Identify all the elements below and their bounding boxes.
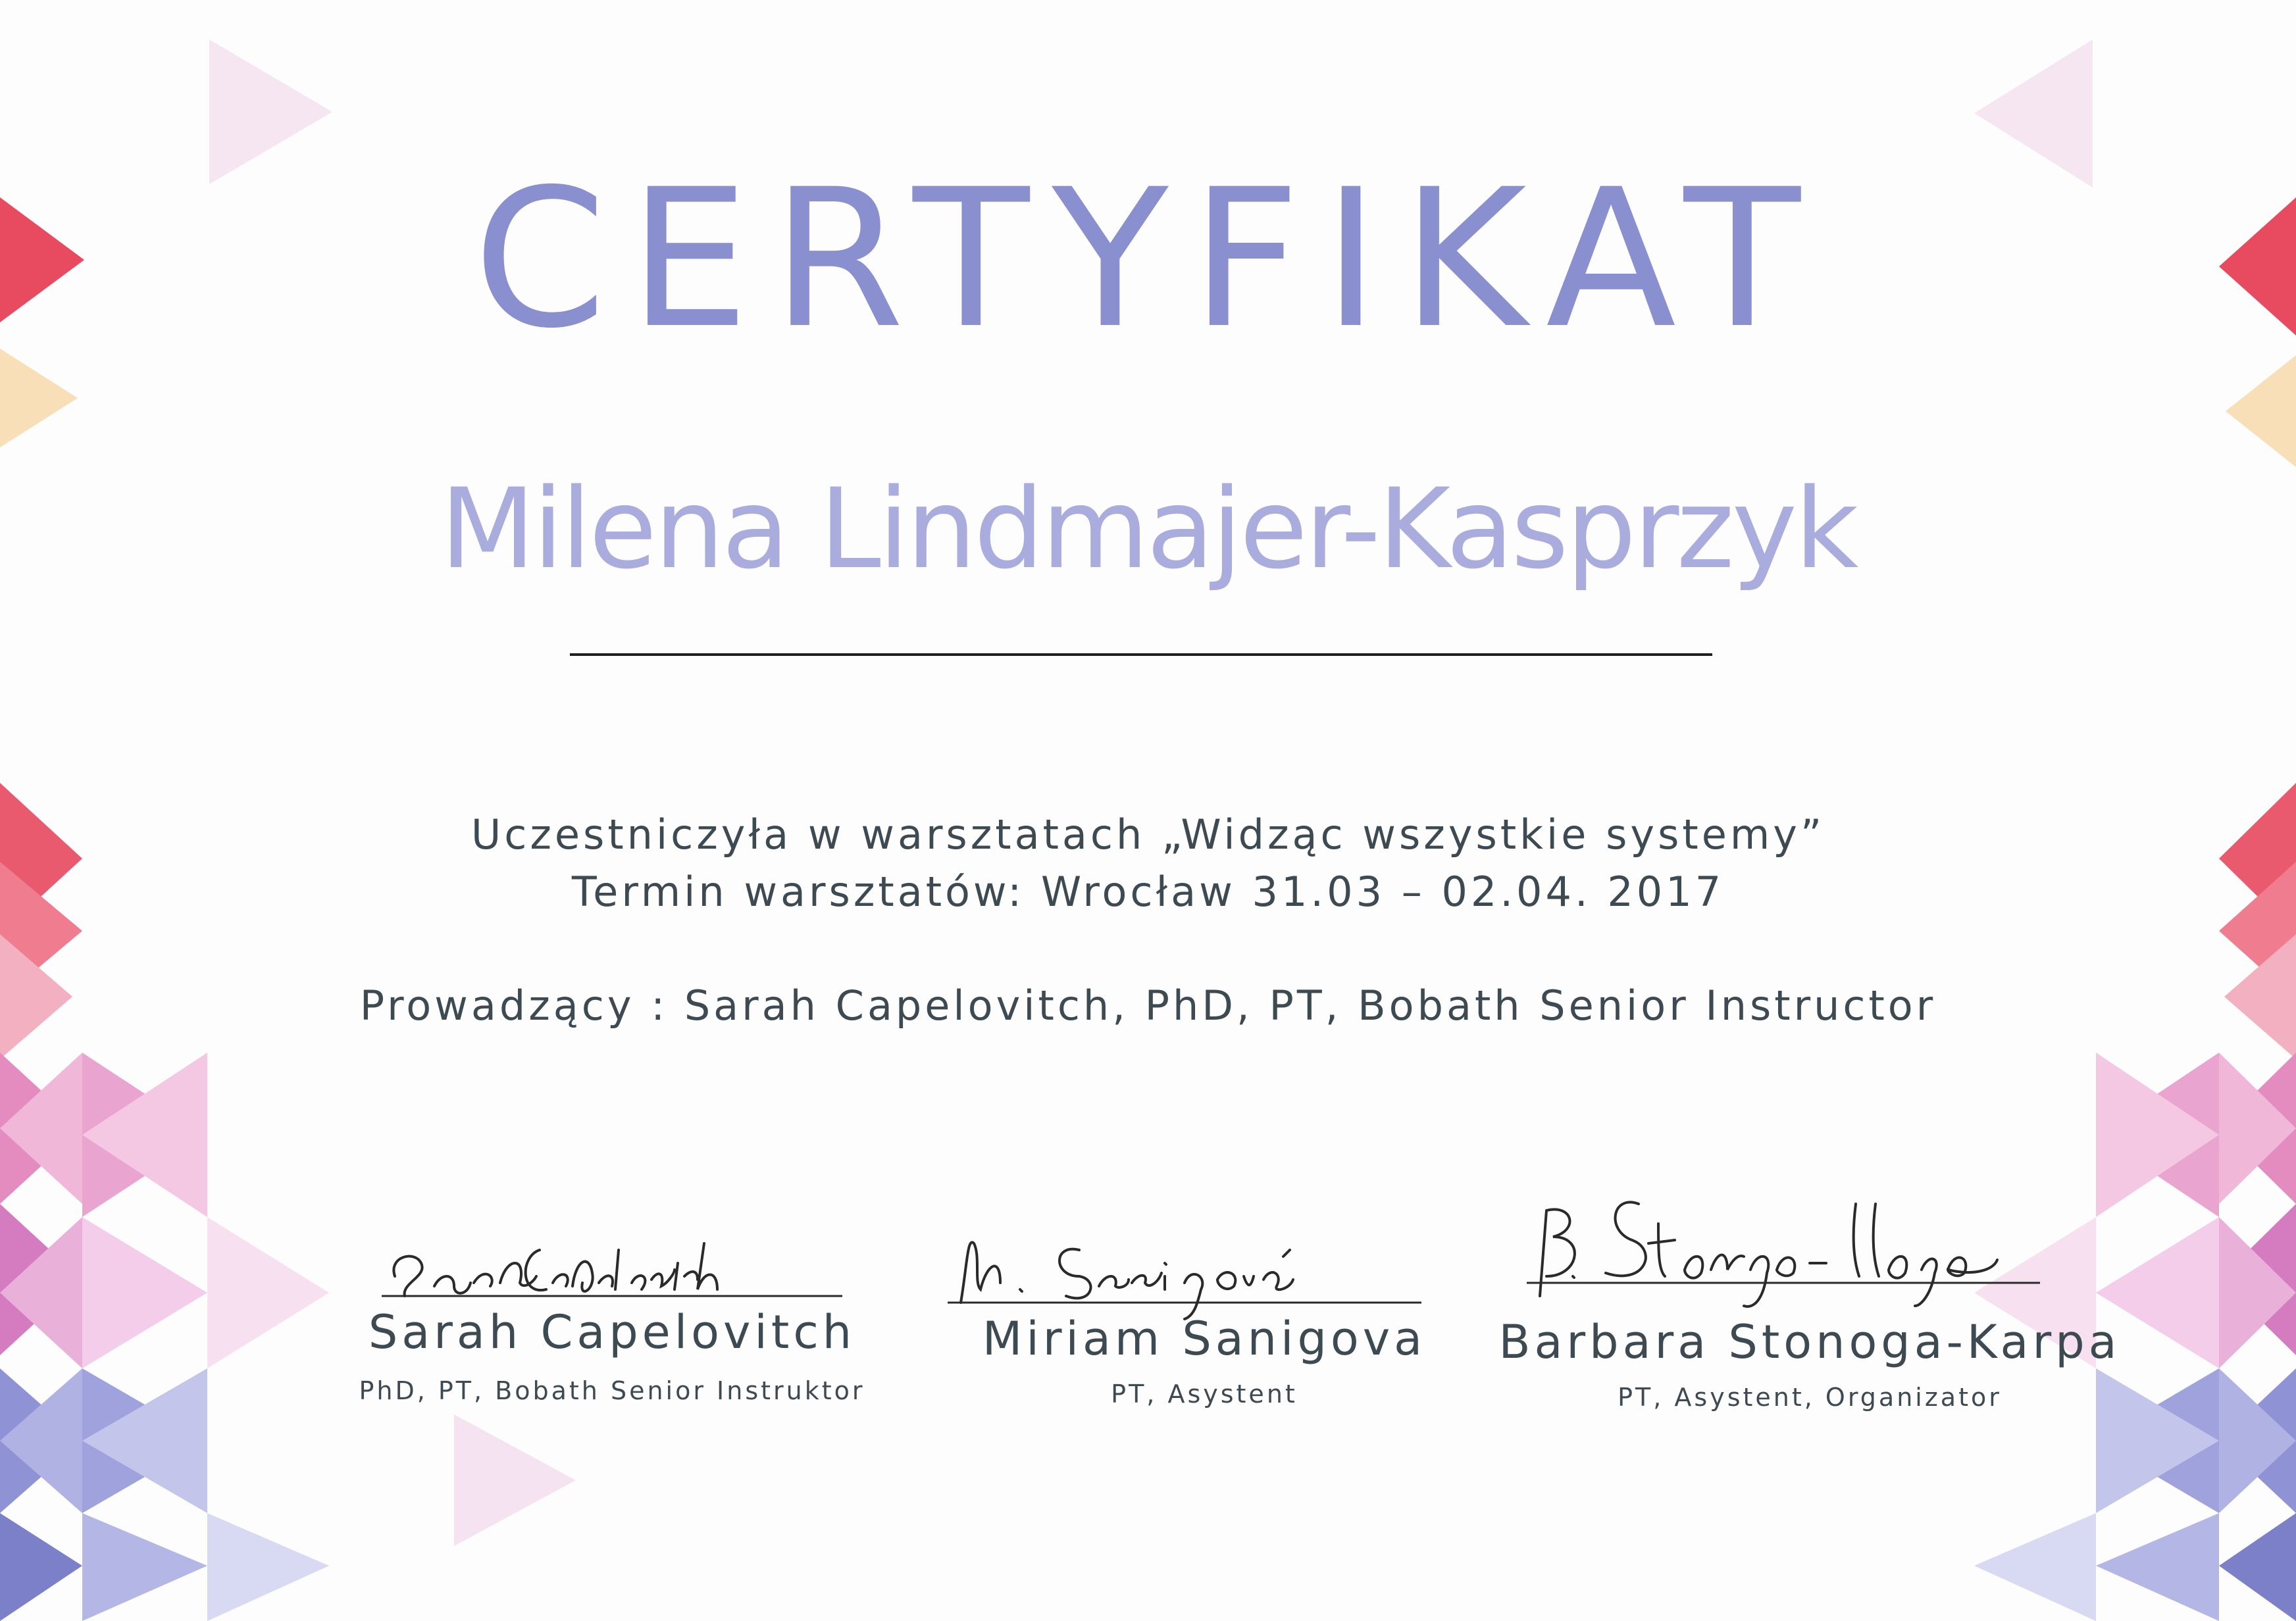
- recipient-name: Milena Lindmajer-Kasprzyk: [440, 464, 1856, 593]
- signature-block-stonoga-karpa: [1487, 1184, 2132, 1434]
- signatory-role: PT, Asystent: [1111, 1380, 1298, 1409]
- signature-block-sanigova: [934, 1210, 1474, 1434]
- certificate-title: CERTYFIKAT: [473, 149, 1823, 370]
- signature-drawing: [934, 1210, 1474, 1322]
- signatory-name: Sarah Capelovitch: [368, 1305, 856, 1359]
- lecturer-line: Prowadzący : Sarah Capelovitch, PhD, PT, Bobath Senior Instructor: [359, 982, 1937, 1030]
- signatory-role: PT, Asystent, Organizator: [1618, 1383, 2002, 1412]
- signature-drawing: [1487, 1184, 2132, 1316]
- workshop-dates: Termin warsztatów: Wrocław 31.03 – 02.04. 2017: [571, 868, 1725, 916]
- signatory-name: Barbara Stonoga-Karpa: [1498, 1315, 2121, 1369]
- signatory-role: PhD, PT, Bobath Senior Instruktor: [359, 1376, 865, 1405]
- participation-text: Uczestniczyła w warsztatach „Widząc wszystkie systemy”: [471, 810, 1825, 859]
- signatory-name: Miriam Sanigova: [982, 1312, 1427, 1366]
- signature-block-capelovitch: [342, 1210, 882, 1434]
- signature-drawing: [342, 1210, 882, 1309]
- recipient-underline: [570, 653, 1712, 656]
